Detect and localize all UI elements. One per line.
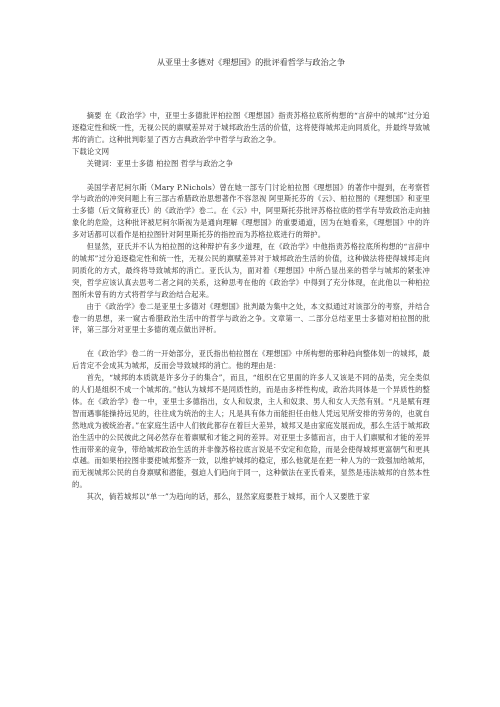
body-paragraph: 首先，“城邦的本质就是许多分子的集合”，而且，“组织在它里面的许多人又该是不同的品类，完全类似的人们是组织不成一个城邦的。”他认为城邦不是同质性的，而是由多样性构成，政治共同体是一个异质性的整体。在《政治学》卷一中，亚里士多德指出，女人和奴隶，主人和奴隶、男人和女人天然有别。“凡是赋有理智而遇事能操持远见的，往往成为统治的主人；凡是具有体力而能担任由他人凭远见所安排的劳务的，也就自然地成为被统治者。”在家庭生活中人们彼此都存在着巨大差异，城邦又是由家庭发展而成，那么生活于城邦政治生活中的公民彼此之间必然存在着禀赋和才能之间的差异。对亚里士多德而言，由于人们禀赋和才能的差异性而带来的竞争，带给城邦政治生活的并非像苏格拉底言说是不安定和危险，而是会使得城邦更富朝气和更具卓越。而如果柏拉图非要使城邦整齐一致，以维护城邦的稳定，那么他就是在把一种人为的一致强加给城邦，而无视城邦公民的自身禀赋和潜能，强迫人们趋向于同一，这种做法在亚氏看来，显然是违法城邦的自然本性的。 <box>72 373 430 490</box>
keywords: 关键词：亚里士多德 柏拉图 哲学与政治之争 <box>86 158 234 168</box>
document-title: 从亚里士多德对《理想国》的批评看哲学与政治之争 <box>156 57 346 67</box>
abstract: 摘要 在《政治学》中，亚里士多德批评柏拉图《理想国》指责苏格拉底所构想的“言辞中的城邦”过分追逐稳定性和统一性，无视公民的禀赋差异对于城邦政治生活的价值，这将使得城邦走向同质化，并最终导致城邦的消亡。这种批判彰显了西方古典政治学中哲学与政治之争。 <box>72 111 430 144</box>
body-paragraph: 由于《政治学》卷二是亚里士多德对《理想国》批判最为集中之处，本文拟通过对该部分的考察，并结合卷一的思想，来一窥古希腊政治生活中的哲学与政治之争。文章第一、二部分总结亚里士多德对柏拉图的批评，第三部分对亚里士多德的观点做出评析。 <box>72 301 430 335</box>
body-paragraph: 美国学者尼柯尔斯（Mary P.Nichols）曾在她一部专门讨论柏拉图《理想国》的著作中提到，在考察哲学与政治的冲突问题上有三部古希腊政治思想著作不容忽视 阿里斯托芬的《云》、柏拉图的《理想国》和亚里士多德（后文简称亚氏）的《政治学》卷二。在《云》中，阿里斯托芬批评苏格拉底的哲学有导致政治走向抽象化的危险，这种批评被尼柯尔斯视为是通向理解《理想国》的重要通道，因为在她看来，《理想国》中的许多对话都可以看作是柏拉图针对阿里斯托芬的指控而为苏格拉底进行的辩护。 <box>72 182 430 240</box>
body-paragraph: 其次，倘若城邦以“单一”为趋向的话，那么，显然家庭要胜于城邦，而个人又要胜于家 <box>86 492 370 502</box>
body-paragraph: 在《政治学》卷二的一开始部分，亚氏指出柏拉图在《理想国》中所构想的那种趋向整体划一的城邦，最后肯定不会成其为城邦，反而会导致城邦的消亡。他的理由是： <box>72 349 430 371</box>
download-link[interactable]: 下载论文网 <box>72 146 110 156</box>
paragraph-spacer <box>72 336 430 348</box>
body-paragraph: 但显然，亚氏并不认为柏拉图的这种辩护有多少道理，在《政治学》中他指责苏格拉底所构想的“言辞中的城邦”过分追逐稳定性和统一性，无视公民的禀赋差异对于城邦政治生活的价值，这种做法将使得城邦走向同质化的方式，最终将导致城邦的消亡。亚氏认为，面对着《理想国》中所凸显出来的哲学与城邦的紧张冲突，哲学应该认真去思考二者之间的关系，这种思考在他的《政治学》中得到了充分体现，在此他以一种柏拉图所未曾有的方式将哲学与政治结合起来。 <box>72 242 430 299</box>
